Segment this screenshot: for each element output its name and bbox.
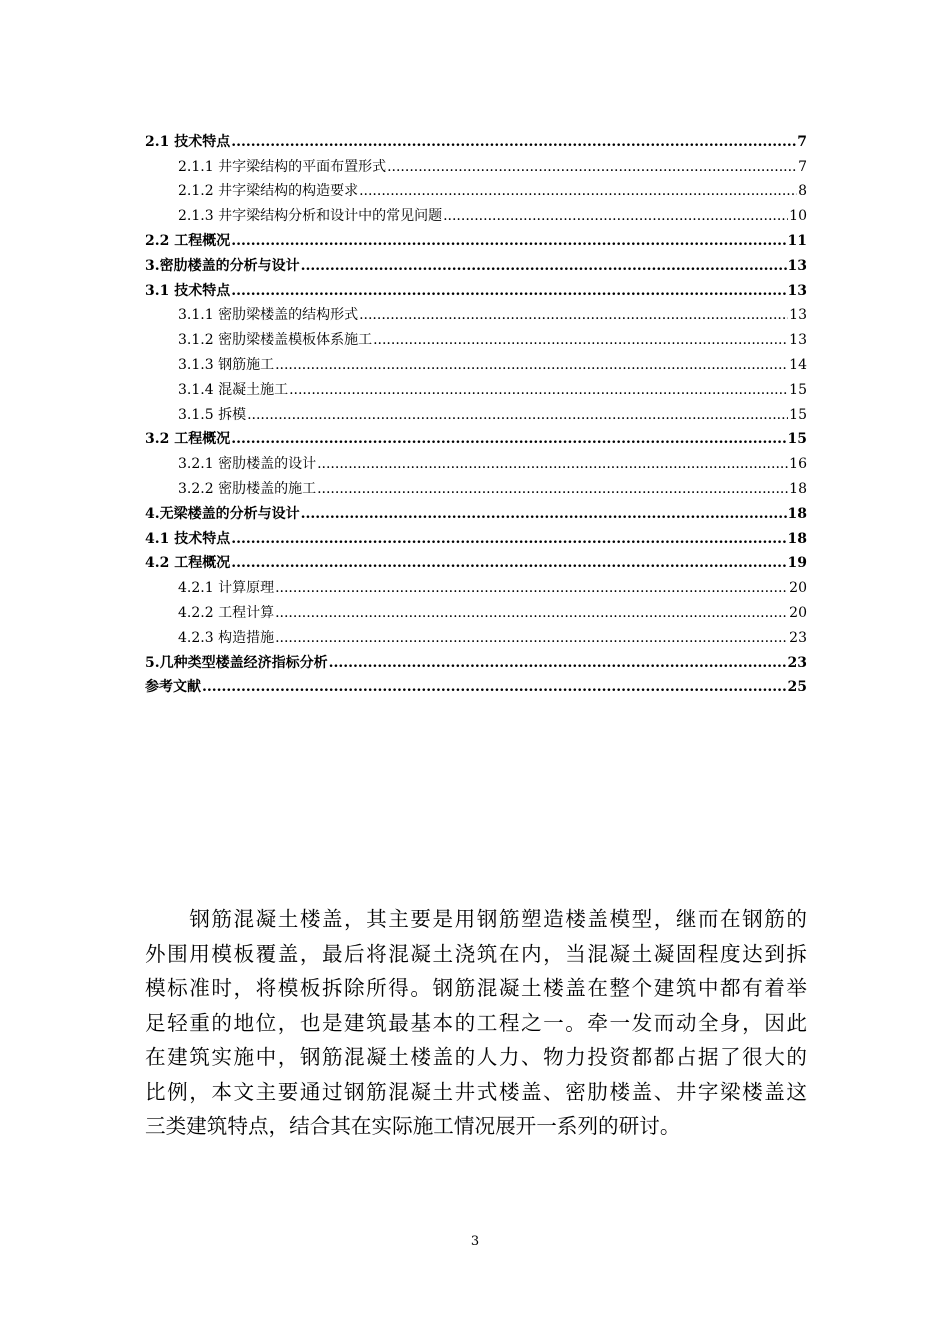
toc-entry-title: 3.1 技术特点 <box>145 282 231 299</box>
toc-entry-title: 3.1.3 钢筋施工 <box>178 356 275 373</box>
toc-entry-page: 19 <box>787 555 807 572</box>
toc-entry-page: 18 <box>789 480 807 497</box>
toc-entry-title: 3.2.2 密肋楼盖的施工 <box>178 480 317 497</box>
toc-entry-page: 18 <box>787 505 807 522</box>
toc-entry-page: 14 <box>789 356 807 373</box>
toc-entry[interactable] <box>145 250 807 275</box>
paragraph-line: 比例，本文主要通过钢筋混凝土井式楼盖、密肋楼盖、井字梁楼盖这 <box>145 1079 807 1104</box>
toc-entry-title: 4.2.2 工程计算 <box>178 604 275 621</box>
toc-leader-dots <box>275 356 788 374</box>
toc-entry-title: 5.几种类型楼盖经济指标分析 <box>145 654 328 671</box>
toc-entry[interactable] <box>145 151 807 176</box>
toc-leader-dots <box>317 480 788 498</box>
toc-entry-page: 15 <box>789 381 807 398</box>
toc-entry[interactable] <box>145 300 807 325</box>
toc-entry[interactable] <box>145 324 807 349</box>
toc-entry-page: 13 <box>787 257 807 274</box>
toc-leader-dots <box>231 232 786 250</box>
toc-entry[interactable] <box>145 424 807 449</box>
toc-entry-page: 13 <box>787 282 807 299</box>
paragraph-line: 钢筋混凝土楼盖，其主要是用钢筋塑造楼盖模型，继而在钢筋的 <box>145 907 807 931</box>
toc-entry[interactable] <box>145 200 807 225</box>
toc-entry[interactable] <box>145 349 807 374</box>
toc-leader-dots <box>231 430 786 448</box>
toc-entry-page: 23 <box>787 654 807 671</box>
toc-entry-title: 2.1 技术特点 <box>145 133 231 150</box>
toc-leader-dots <box>275 629 788 647</box>
toc-entry[interactable] <box>145 374 807 399</box>
toc-entry-title: 4.无梁楼盖的分析与设计 <box>145 505 300 522</box>
toc-entry-title: 4.1 技术特点 <box>145 530 231 547</box>
toc-entry[interactable] <box>145 225 807 250</box>
toc-leader-dots <box>373 331 788 349</box>
toc-entry-title: 3.1.5 拆模 <box>178 406 247 423</box>
toc-leader-dots <box>275 579 788 597</box>
toc-leader-dots <box>231 133 796 151</box>
toc-entry-title: 3.1.1 密肋梁楼盖的结构形式 <box>178 307 359 324</box>
toc-entry-page: 8 <box>798 183 807 200</box>
toc-leader-dots <box>231 554 786 572</box>
toc-entry[interactable] <box>145 647 807 672</box>
toc-entry[interactable] <box>145 622 807 647</box>
toc-entry-page: 13 <box>789 307 807 324</box>
toc-entry[interactable] <box>145 176 807 201</box>
toc-leader-dots <box>443 207 788 225</box>
toc-entry-title: 4.2.1 计算原理 <box>178 580 275 597</box>
toc-entry-page: 10 <box>789 208 807 225</box>
toc-leader-dots <box>359 182 797 200</box>
table-of-contents <box>145 126 807 696</box>
toc-entry-page: 20 <box>789 604 807 621</box>
toc-entry-title: 参考文献 <box>145 679 201 696</box>
toc-leader-dots <box>202 678 787 696</box>
toc-entry[interactable] <box>145 275 807 300</box>
toc-entry-title: 2.1.3 井字梁结构分析和设计中的常见问题 <box>178 208 443 225</box>
toc-entry[interactable] <box>145 672 807 697</box>
toc-entry-page: 15 <box>789 406 807 423</box>
toc-entry[interactable] <box>145 523 807 548</box>
toc-leader-dots <box>275 604 788 622</box>
toc-leader-dots <box>387 158 797 176</box>
toc-leader-dots <box>317 455 788 473</box>
toc-entry[interactable] <box>145 473 807 498</box>
toc-entry[interactable] <box>145 399 807 424</box>
toc-entry-page: 7 <box>798 158 807 175</box>
toc-entry-page: 13 <box>789 332 807 349</box>
toc-entry[interactable] <box>145 597 807 622</box>
toc-entry[interactable] <box>145 548 807 573</box>
toc-entry-title: 4.2.3 构造措施 <box>178 629 275 646</box>
toc-entry-title: 2.1.1 井字梁结构的平面布置形式 <box>178 158 387 175</box>
toc-entry-title: 2.1.2 井字梁结构的构造要求 <box>178 183 359 200</box>
toc-leader-dots <box>289 381 788 399</box>
toc-leader-dots <box>329 654 787 672</box>
toc-leader-dots <box>231 530 786 548</box>
toc-leader-dots <box>301 257 787 275</box>
toc-leader-dots <box>359 306 788 324</box>
toc-entry[interactable] <box>145 572 807 597</box>
toc-entry-title: 2.2 工程概况 <box>145 232 231 249</box>
toc-entry-title: 3.密肋楼盖的分析与设计 <box>145 257 300 274</box>
toc-entry-page: 11 <box>787 232 807 249</box>
paragraph-line: 足轻重的地位，也是建筑最基本的工程之一。牵一发而动全身，因此 <box>145 1010 807 1035</box>
toc-entry[interactable] <box>145 498 807 523</box>
toc-entry-title: 4.2 工程概况 <box>145 555 231 572</box>
paragraph-line: 三类建筑特点，结合其在实际施工情况展开一系列的研讨。 <box>145 1114 681 1138</box>
toc-leader-dots <box>301 505 787 523</box>
page-number: 3 <box>470 1234 480 1249</box>
toc-entry-page: 16 <box>789 456 807 473</box>
paragraph-line: 外围用模板覆盖，最后将混凝土浇筑在内，当混凝土凝固程度达到拆 <box>145 941 807 966</box>
paragraph-line: 在建筑实施中，钢筋混凝土楼盖的人力、物力投资都都占据了很大的 <box>145 1045 807 1069</box>
toc-entry-title: 3.2.1 密肋楼盖的设计 <box>178 456 317 473</box>
toc-entry-page: 18 <box>787 530 807 547</box>
paragraph-line: 模标准时，将模板拆除所得。钢筋混凝土楼盖在整个建筑中都有着举 <box>145 976 807 1000</box>
toc-leader-dots <box>231 282 786 300</box>
toc-entry[interactable] <box>145 126 807 151</box>
toc-entry-title: 3.1.4 混凝土施工 <box>178 381 289 398</box>
toc-entry-page: 23 <box>789 629 807 646</box>
toc-entry-page: 20 <box>789 580 807 597</box>
toc-leader-dots <box>247 406 788 424</box>
toc-entry-page: 7 <box>797 133 807 150</box>
toc-entry-page: 25 <box>787 679 807 696</box>
toc-entry-title: 3.1.2 密肋梁楼盖模板体系施工 <box>178 332 373 349</box>
toc-entry-page: 15 <box>787 431 807 448</box>
toc-entry[interactable] <box>145 448 807 473</box>
toc-entry-title: 3.2 工程概况 <box>145 431 231 448</box>
body-paragraph <box>145 902 807 1144</box>
